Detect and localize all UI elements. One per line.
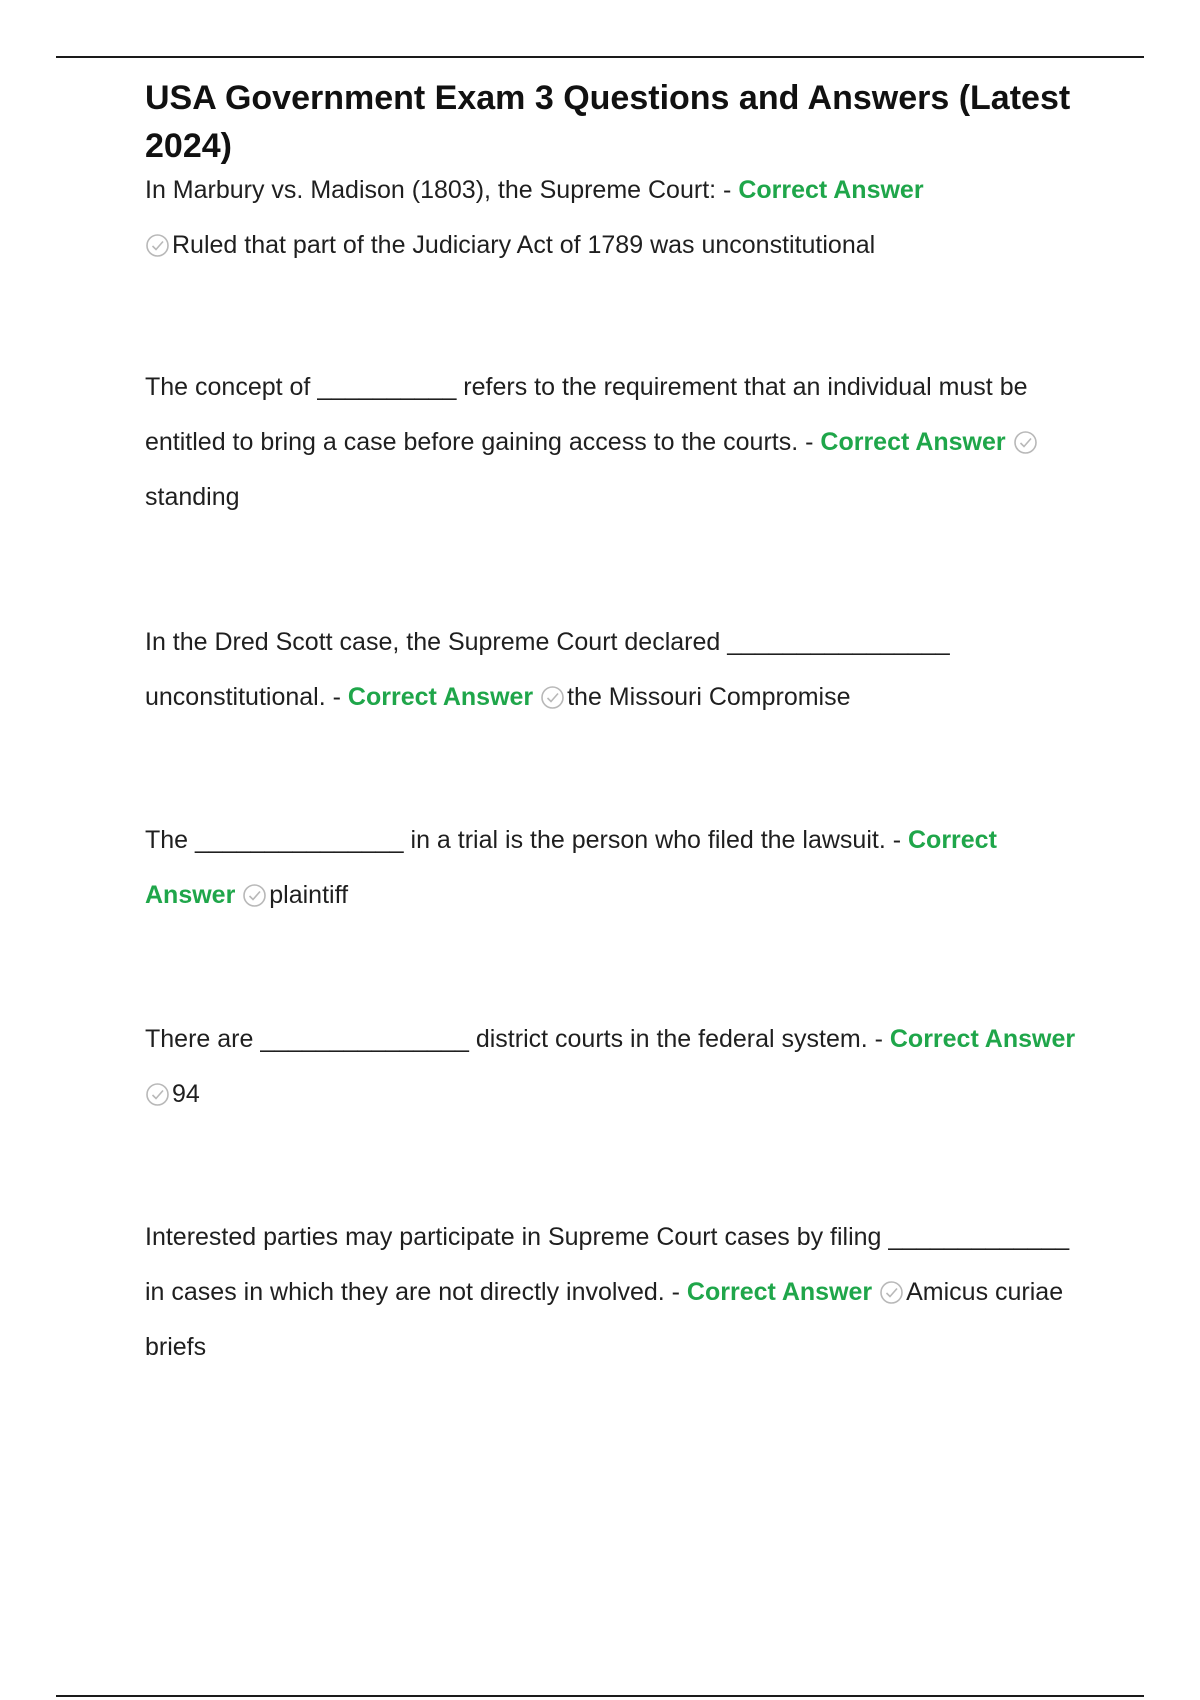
- qa-item: [145, 1012, 1085, 1122]
- top-divider: [56, 56, 1144, 58]
- checkmark-circle-icon: [242, 883, 267, 908]
- answer-text: standing: [145, 483, 240, 511]
- question-text: In Marbury vs. Madison (1803), the Supreme Court: -: [145, 176, 739, 204]
- correct-answer-label: Correct Answer: [145, 826, 997, 909]
- answer-text: Ruled that part of the Judiciary Act of 1789 was unconstitutional: [172, 231, 876, 259]
- qa-item: [145, 615, 1085, 725]
- answer-text: Amicus curiae briefs: [145, 1278, 1064, 1361]
- correct-answer-label: Correct Answer: [347, 683, 534, 711]
- qa-item: [145, 163, 1085, 273]
- question-text: The _______________ in a trial is the person who filed the lawsuit. -: [145, 826, 908, 854]
- correct-answer-label: Correct Answer: [686, 1278, 873, 1306]
- document-title: USA Government Exam 3 Questions and Answers (Latest 2024): [145, 79, 1071, 165]
- checkmark-circle-icon: [145, 1082, 170, 1107]
- qa-item: [145, 813, 1085, 923]
- qa-item: [145, 360, 1085, 525]
- checkmark-circle-icon: [1013, 430, 1038, 455]
- correct-answer-label: Correct Answer: [738, 176, 924, 204]
- bottom-divider: [56, 1695, 1144, 1697]
- answer-text: plaintiff: [269, 881, 349, 909]
- checkmark-circle-icon: [879, 1280, 904, 1305]
- question-text: There are _______________ district courts in the federal system. -: [145, 1025, 890, 1053]
- correct-answer-label: Correct Answer: [889, 1025, 1076, 1053]
- checkmark-circle-icon: [145, 233, 170, 258]
- correct-answer-label: Correct Answer: [820, 428, 1006, 456]
- question-text: The concept of __________ refers to the requirement that an individual must be entitled to bring a case before gaining access to the courts. -: [145, 373, 1028, 456]
- answer-text: the Missouri Compromise: [567, 683, 851, 711]
- question-text: In the Dred Scott case, the Supreme Court declared ________________ unconstitutional. -: [145, 628, 950, 711]
- question-text: Interested parties may participate in Supreme Court cases by filing _____________ in cases in which they are not directly involved. -: [145, 1223, 1070, 1306]
- checkmark-circle-icon: [540, 685, 565, 710]
- answer-text: 94: [172, 1080, 200, 1108]
- qa-item: [145, 1210, 1085, 1375]
